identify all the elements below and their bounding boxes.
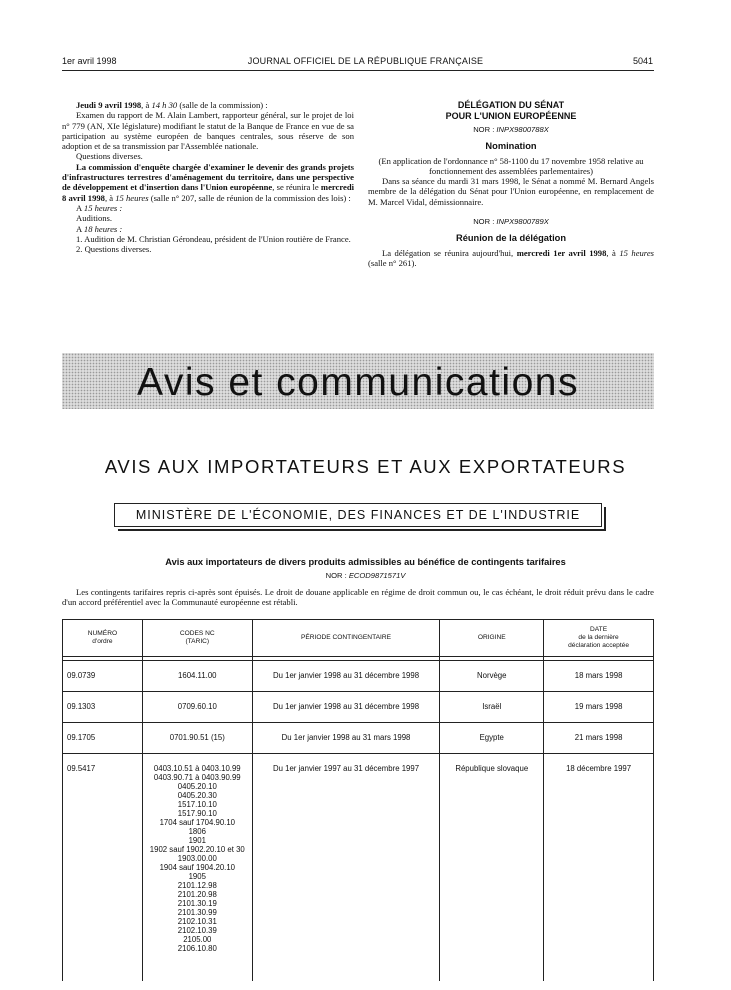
code-entry: 2102.10.39 [177, 926, 217, 935]
code-entry: 1704 sauf 1704.90.10 [159, 818, 235, 827]
cell-date: 18 mars 1998 [544, 662, 654, 688]
code-entry: 1904 sauf 1904.20.10 [159, 863, 235, 872]
cell-origine: Egypte [440, 724, 544, 750]
cell-numero: 09.1303 [63, 693, 143, 719]
commission-paragraph: La commission d'enquête chargée d'examiner le devenir des grands projets d'infrastructures terrestres d'aménagement du territoire, dans une perspective de développement et d'insertion dans l'Union européenne, se réunira le mercredi 8 avril 1998, à 15 heures (salle n° 207, salle de réunion de la commission des lois) : [62, 161, 354, 203]
nomination-heading: Nomination [485, 141, 537, 152]
cell-origine: République slovaque [440, 755, 544, 961]
cell-origine: Norvège [440, 662, 544, 688]
meeting-paragraph: Jeudi 9 avril 1998, à 14 h 30 (salle de la commission) : [76, 100, 268, 110]
code-entry: 2101.30.19 [177, 899, 217, 908]
code-entry: 0403.10.51 à 0403.10.99 [153, 764, 241, 773]
ordinance-note: (En application de l'ordonnance n° 58-1100 du 17 novembre 1958 relative au fonctionnement des assemblées parlementaires) [378, 155, 644, 176]
code-entry: 2101.20.98 [177, 890, 217, 899]
filler-cell [544, 961, 654, 981]
agenda-item: Questions diverses. [76, 151, 143, 162]
cell-periode: Du 1er janvier 1998 au 31 mars 1998 [252, 724, 440, 750]
code-entry: 1806 [188, 827, 206, 836]
section-heading: AVIS AUX IMPORTATEURS ET AUX EXPORTATEURS [104, 456, 627, 477]
header-periode: PÉRIODE CONTINGENTAIRE [252, 620, 440, 657]
filler-cell [252, 961, 440, 981]
code-entry: 0709.60.10 [177, 702, 217, 711]
header-date: 1er avril 1998 [62, 56, 117, 66]
filler-cell [142, 961, 252, 981]
cell-date: 18 décembre 1997 [544, 755, 654, 961]
code-entry: 2106.10.80 [177, 944, 217, 953]
code-entry: 1901 [188, 836, 206, 845]
table-header-row [63, 620, 654, 657]
code-entry: 1517.90.10 [177, 809, 217, 818]
cell-codes [142, 662, 252, 688]
code-entry: 1903.00.00 [177, 854, 217, 863]
page-number: 5041 [632, 56, 653, 66]
code-entry: 1604.11.00 [178, 671, 217, 680]
cell-numero: 09.1705 [63, 724, 143, 750]
code-entry: 2102.10.31 [177, 917, 217, 926]
left-column [62, 100, 354, 254]
header-rule [62, 70, 654, 71]
code-entry: 2105.00 [183, 935, 212, 944]
code-entry: 0405.20.10 [177, 782, 217, 791]
meeting-paragraph: La délégation se réunira aujourd'hui, mercredi 1er avril 1998, à 15 heures (salle n° 261). [368, 247, 654, 268]
time-line: A 15 heures : [76, 202, 123, 213]
code-entry: 1905 [188, 872, 206, 881]
cell-periode: Du 1er janvier 1998 au 31 décembre 1998 [252, 693, 440, 719]
header-numero: NUMÉRO d'ordre [63, 620, 143, 657]
header-date: DATE de la dernière déclaration acceptée [544, 620, 654, 657]
notice-title: Avis aux importateurs de divers produits admissibles au bénéfice de contingents tarifaires [165, 557, 566, 567]
table-row [63, 693, 654, 719]
meeting-heading: Réunion de la délégation [455, 233, 567, 244]
cell-periode: Du 1er janvier 1997 au 31 décembre 1997 [252, 755, 440, 961]
agenda-item: 2. Questions diverses. [76, 244, 152, 255]
code-entry: 1517.10.10 [177, 800, 217, 809]
nor-reference: NOR : INPX9800788X [473, 125, 549, 134]
cell-codes [142, 693, 252, 719]
code-entry: 1902 sauf 1902.20.10 et 30 [149, 845, 245, 854]
quota-table [62, 619, 654, 981]
cell-codes [142, 755, 252, 961]
table-row [63, 755, 654, 961]
agenda-item: Auditions. [76, 213, 113, 224]
table-filler-row [63, 961, 654, 981]
code-entry: 0405.20.30 [177, 791, 217, 800]
nor-reference: NOR : INPX9800789X [473, 217, 549, 227]
code-entry: 0701.90.51 (15) [169, 733, 225, 742]
journal-title: JOURNAL OFFICIEL DE LA RÉPUBLIQUE FRANÇAISE [247, 56, 484, 66]
banner-title: Avis et communications [137, 361, 579, 404]
right-column [368, 100, 654, 268]
time-line: A 18 heures : [76, 223, 123, 234]
cell-numero: 09.5417 [63, 755, 143, 961]
header-origine: ORIGINE [440, 620, 544, 657]
cell-periode: Du 1er janvier 1998 au 31 décembre 1998 [252, 662, 440, 688]
table-row [63, 662, 654, 688]
cell-origine: Israël [440, 693, 544, 719]
nomination-paragraph: Dans sa séance du mardi 31 mars 1998, le Sénat a nommé M. Bernard Angels membre de la délégation du Sénat pour l'Union européenne, en remplacement de M. Marcel Vidal, démissionnaire. [368, 176, 654, 207]
header-codes: CODES NC (TARIC) [142, 620, 252, 657]
notice-nor: NOR : ECOD9871571V [325, 571, 406, 580]
agenda-item: 1. Audition de M. Christian Gérondeau, président de l'Union routière de France. [76, 233, 351, 244]
cell-date: 19 mars 1998 [544, 693, 654, 719]
cell-date: 21 mars 1998 [544, 724, 654, 750]
cell-codes [142, 724, 252, 750]
ministry-box: MINISTÈRE DE L'ÉCONOMIE, DES FINANCES ET DE L'INDUSTRIE [114, 503, 602, 527]
filler-cell [440, 961, 544, 981]
filler-cell [63, 961, 143, 981]
table-row [63, 724, 654, 750]
delegation-title: DÉLÉGATION DU SÉNAT POUR L'UNION EUROPÉENNE [445, 100, 577, 121]
code-entry: 0403.90.71 à 0403.90.99 [153, 773, 241, 782]
cell-numero: 09.0739 [63, 662, 143, 688]
agenda-item: Examen du rapport de M. Alain Lambert, rapporteur général, sur le projet de loi n° 779 (AN, XIe législature) modifiant le statut de la Banque de France en vue de sa participation au système européen de banques centrales, sous réserve de son adoption et de sa transmission par l'Assemblée nationale. [62, 110, 354, 152]
code-entry: 2101.12.98 [177, 881, 217, 890]
notice-intro: Les contingents tarifaires repris ci-après sont épuisés. Le droit de douane applicable en régime de droit commun ou, le cas échéant, le droit réduit prévu dans le cadre d'un accord préférentiel avec la Communauté européenne est rétabli. [62, 587, 654, 607]
code-entry: 2101.30.99 [177, 908, 217, 917]
